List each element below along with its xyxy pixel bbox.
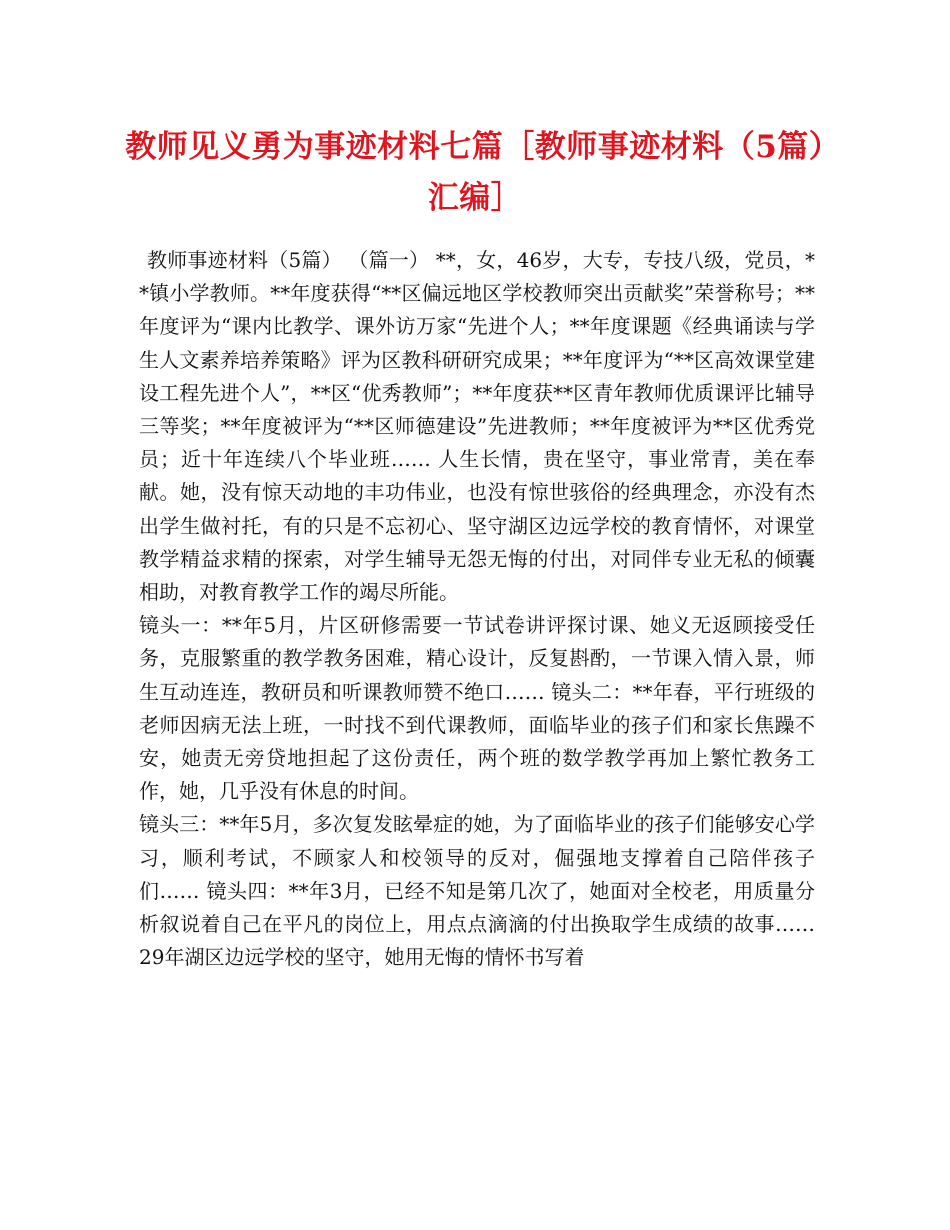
paragraph-scene-one-two: 镜头一：**年5月，片区研修需要一节试卷讲评探讨课、她义无返顾接受任务，克服繁重的教学教务困难，精心设计，反复斟酌，一节课入情入景，师生互动连连，教研员和听课教师赞不绝口…… 镜头二：**年春，平行班级的老师因病无法上班，一时找不到代课教师，面临毕业的孩子们和家长焦躁不安，她责无旁贷地担起了这份责任，两个班的数学教学再加上繁忙教务工作，她，几乎没有休息的时间。 [139,613,815,804]
paragraph-intro: 教师事迹材料（5篇） （篇一） **，女，46岁，大专，专技八级，党员，**镇小学教师。**年度获得“**区偏远地区学校教师突出贡献奖”荣誉称号；**年度评为“课内比教学、课外访万家“先进个人；**年度课题《经典诵读与学生人文素养培养策略》评为区教科研研究成果；**年度评为“**区高效课堂建设工程先进个人”，**区“优秀教师”；**年度获**区青年教师优质课评比辅导三等奖；**年度被评为“**区师德建设”先进教师；**年度被评为**区优秀党员；近十年连续八个毕业班…… 人生长情，贵在坚守，事业常青，美在奉献。她，没有惊天动地的丰功伟业，也没有惊世骇俗的经典理念，亦没有杰出学生做衬托，有的只是不忘初心、坚守湖区边远学校的教育情怀，对课堂教学精益求精的探索，对学生辅导无怨无悔的付出，对同伴专业无私的倾囊相助，对教育教学工作的竭尽所能。 [139,248,815,605]
document-title: 教师见义勇为事迹材料七篇［教师事迹材料（5篇）汇编］ [125,129,825,216]
document-body [139,244,815,974]
paragraph-scene-three-four: 镜头三：**年5月，多次复发眩晕症的她，为了面临毕业的孩子们能够安心学习，顺利考试，不顾家人和校领导的反对，倔强地支撑着自己陪伴孩子们…… 镜头四：**年3月，已经不知是第几次了，她面对全校老，用质量分析叙说着自己在平凡的岗位上，用点点滴滴的付出换取学生成绩的故事…… 29年湖区边远学校的坚守，她用无悔的情怀书写着 [139,812,815,970]
